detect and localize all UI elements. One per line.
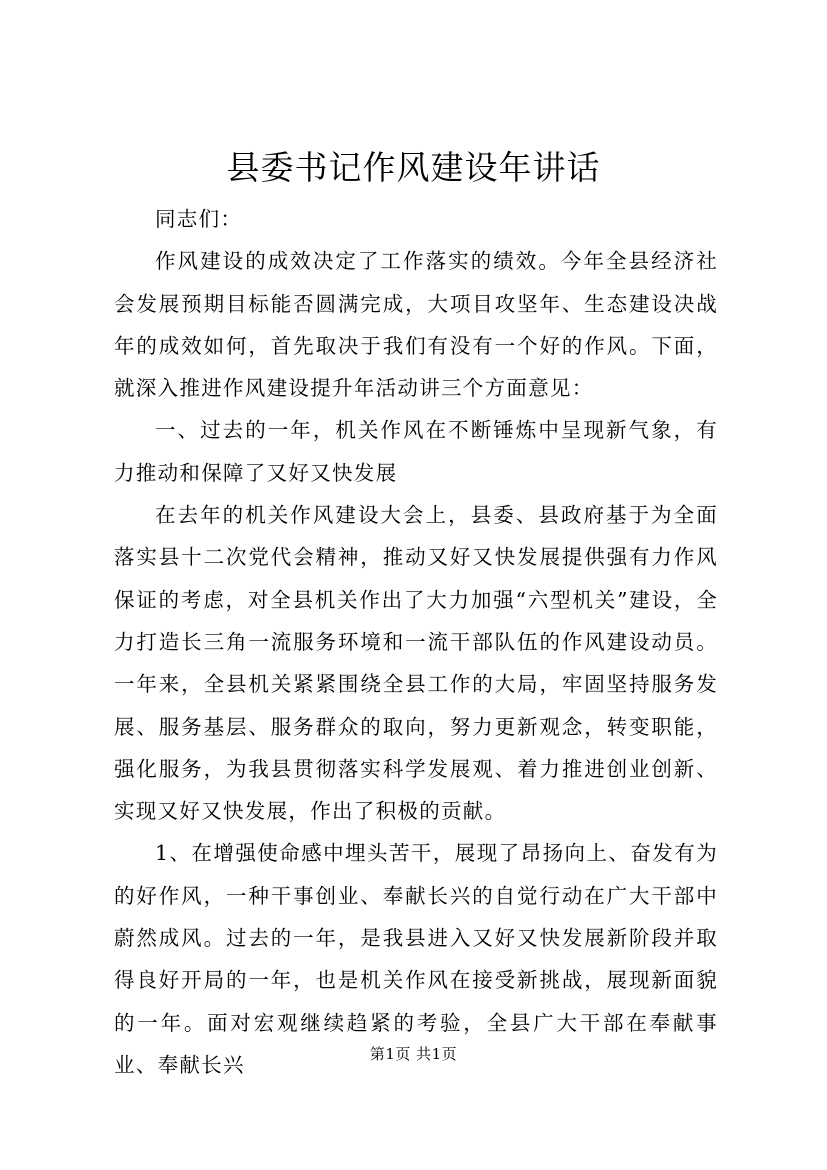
section-heading-one: 一、过去的一年，机关作风在不断锤炼中呈现新气象，有力推动和保障了又好又快发展 [114, 418, 718, 485]
page-number-footer: 第1页 共1页 [369, 1045, 458, 1063]
paragraph-review: 在去年的机关作风建设大会上，县委、县政府基于为全面落实县十二次党代会精神，推动又好又快发展提供强有力作风保证的考虑，对全县机关作出了大力加强“六型机关”建设，全力打造长三角一流服务环境和一流干部队伍的作风建设动员。一年来，全县机关紧紧围绕全县工作的大局，牢固坚持服务发展、服务基层、服务群众的取向，努力更新观念，转变职能，强化服务，为我县贯彻落实科学发展观、着力推进创业创新、实现又好又快发展，作出了积极的贡献。 [114, 503, 718, 824]
document-title: 县委书记作风建设年讲话 [226, 148, 601, 187]
paragraph-intro: 作风建设的成效决定了工作落实的绩效。今年全县经济社会发展预期目标能否圆满完成，大项目攻坚年、生态建设决战年的成效如何，首先取决于我们有没有一个好的作风。下面，就深入推进作风建设提升年活动讲三个方面意见： [114, 249, 718, 401]
paragraph-point-one: 1、在增强使命感中埋头苦干，展现了昂扬向上、奋发有为的好作风，一种干事创业、奉献长兴的自觉行动在广大干部中蔚然成风。过去的一年，是我县进入又好又快发展新阶段并取得良好开局的一年，也是机关作风在接受新挑战，展现新面貌的一年。面对宏观继续趋紧的考验，全县广大干部在奉献事业、奉献长兴 [114, 841, 718, 1077]
salutation: 同志们： [155, 207, 243, 231]
document-body [114, 198, 718, 1086]
